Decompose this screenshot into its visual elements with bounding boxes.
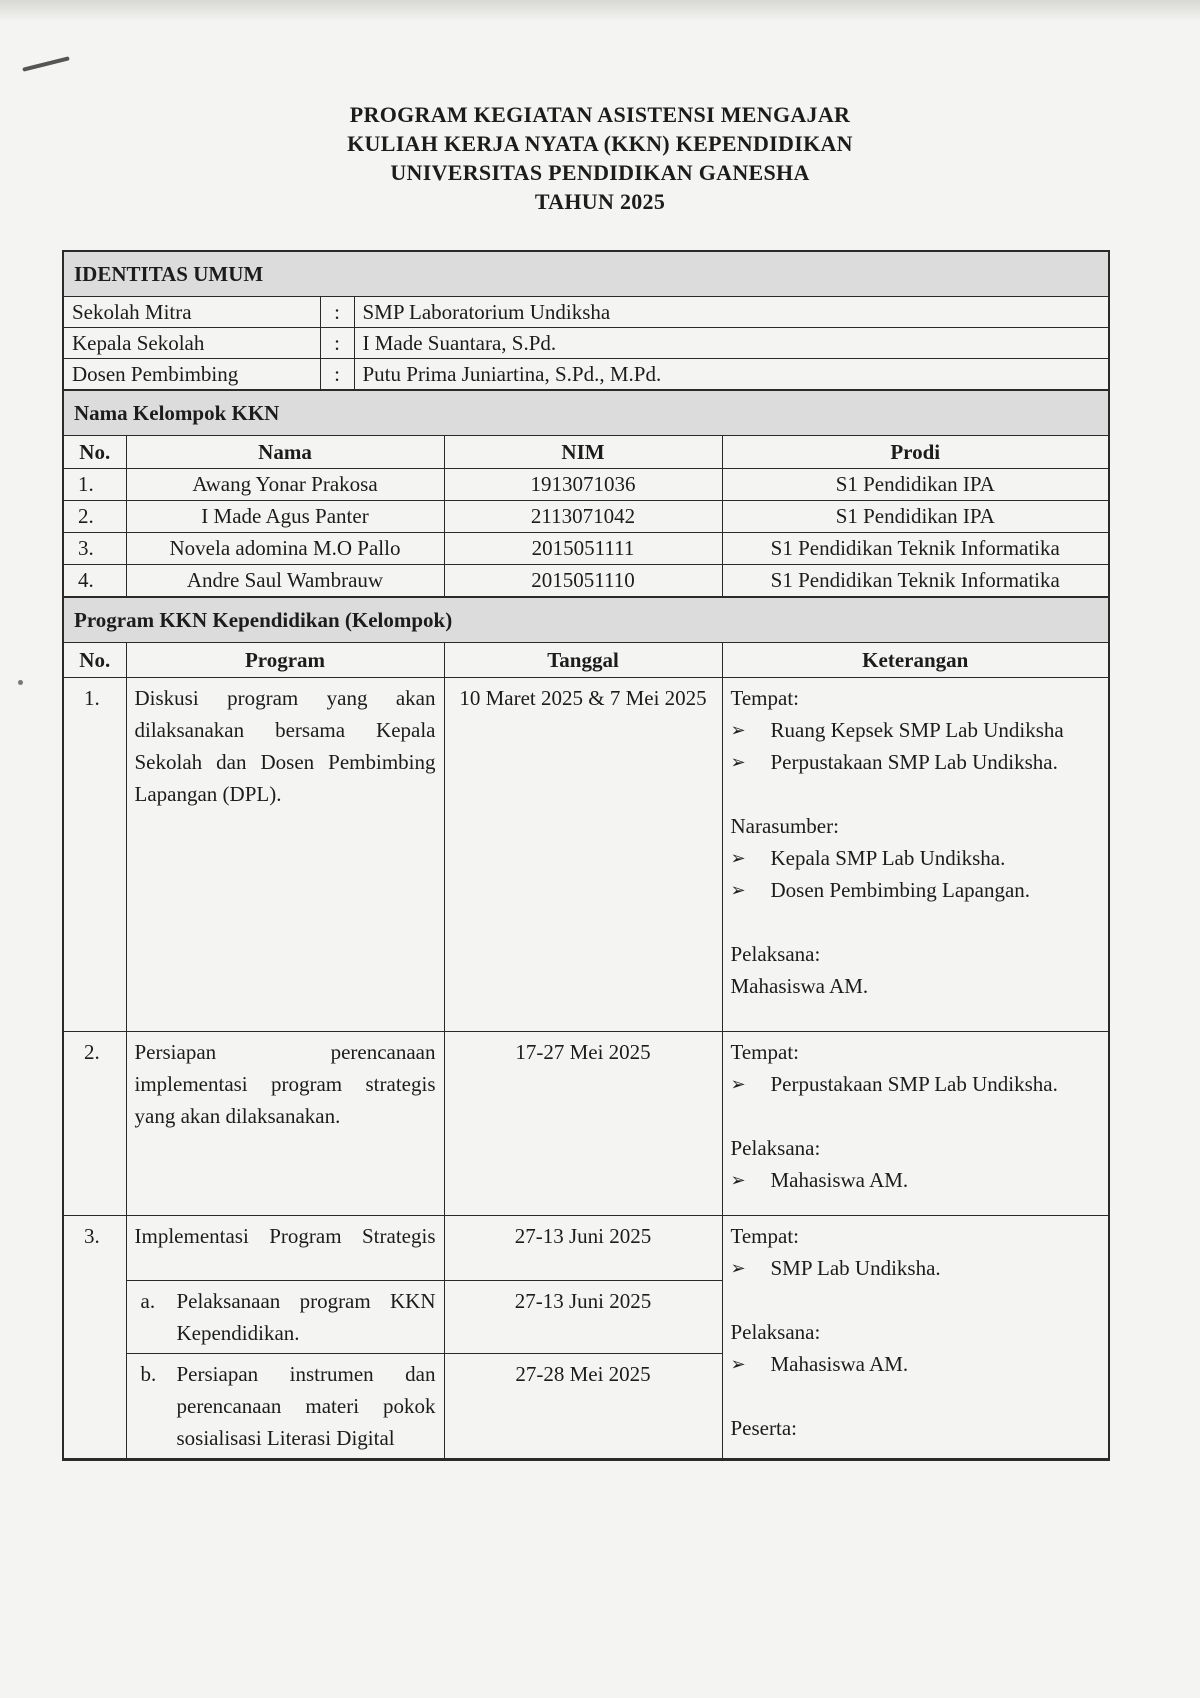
title-line-1: PROGRAM KEGIATAN ASISTENSI MENGAJAR <box>349 102 851 127</box>
spacer <box>731 1100 1101 1132</box>
col-prodi: Prodi <box>722 436 1108 469</box>
identity-row <box>64 359 1108 390</box>
program-text: Persiapan perencanaan implementasi program strategis yang akan dilaksanakan. <box>134 1040 436 1128</box>
pelaksana-text: Mahasiswa AM. <box>770 1168 909 1192</box>
tempat-text: Ruang Kepsek SMP Lab Undiksha <box>770 718 1064 742</box>
program-text: Implementasi Program Strategis <box>134 1224 436 1248</box>
program-row <box>64 678 1108 1032</box>
member-no: 4. <box>64 565 126 597</box>
program-date: 27-13 Juni 2025 <box>444 1216 722 1281</box>
identity-label: Dosen Pembimbing <box>64 359 320 390</box>
program-text: Diskusi program yang akan dilaksanakan bersama Kepala Sekolah dan Dosen Pembimbing Lapangan (DPL). <box>134 686 436 806</box>
program-row <box>64 1032 1108 1216</box>
identity-row <box>64 297 1108 328</box>
arrow-bullet-icon: ➢ <box>730 848 746 868</box>
sub-item <box>135 1358 436 1454</box>
member-name: Awang Yonar Prakosa <box>126 469 444 501</box>
identity-header: IDENTITAS UMUM <box>64 252 1108 297</box>
members-header-row <box>64 436 1108 469</box>
member-no: 2. <box>64 501 126 533</box>
identity-label: Sekolah Mitra <box>64 297 320 328</box>
program-sheet <box>62 250 1110 1461</box>
col-no: No. <box>64 643 126 678</box>
sub-date: 27-13 Juni 2025 <box>444 1281 722 1354</box>
col-keterangan: Keterangan <box>722 643 1108 678</box>
tempat-text: SMP Lab Undiksha. <box>770 1256 941 1280</box>
pen-mark <box>22 56 70 71</box>
col-nama: Nama <box>126 436 444 469</box>
col-nim: NIM <box>444 436 722 469</box>
member-row <box>64 501 1108 533</box>
member-row <box>64 469 1108 501</box>
tempat-label: Tempat: <box>730 686 800 710</box>
tempat-item <box>731 746 1101 778</box>
title-line-2: KULIAH KERJA NYATA (KKN) KEPENDIDIKAN <box>347 131 853 156</box>
program-cell <box>126 678 444 1032</box>
identity-row <box>64 328 1108 359</box>
pelaksana-text: Mahasiswa AM. <box>730 974 869 998</box>
member-name: I Made Agus Panter <box>126 501 444 533</box>
member-prodi: S1 Pendidikan Teknik Informatika <box>722 533 1108 565</box>
group-header: Nama Kelompok KKN <box>64 390 1108 436</box>
tempat-item <box>731 714 1101 746</box>
program-row <box>64 1216 1108 1281</box>
sub-letter: b. <box>140 1362 157 1386</box>
tempat-item <box>731 1252 1101 1284</box>
member-nim: 2015051111 <box>444 533 722 565</box>
sub-date: 27-28 Mei 2025 <box>444 1354 722 1459</box>
tempat-label: Tempat: <box>730 1040 800 1064</box>
arrow-bullet-icon: ➢ <box>730 1074 746 1094</box>
tempat-text: Perpustakaan SMP Lab Undiksha. <box>770 1072 1058 1096</box>
identity-colon: : <box>320 297 354 328</box>
tempat-label: Tempat: <box>730 1224 800 1248</box>
narasumber-item <box>731 842 1101 874</box>
arrow-bullet-icon: ➢ <box>730 720 746 740</box>
pelaksana-label: Pelaksana: <box>730 942 821 966</box>
identity-value: SMP Laboratorium Undiksha <box>354 297 1108 328</box>
sub-item <box>135 1285 436 1349</box>
member-no: 1. <box>64 469 126 501</box>
program-cell <box>126 1216 444 1281</box>
title-line-3: UNIVERSITAS PENDIDIKAN GANESHA <box>390 160 810 185</box>
tempat-text: Perpustakaan SMP Lab Undiksha. <box>770 750 1058 774</box>
arrow-bullet-icon: ➢ <box>730 752 746 772</box>
program-no: 3. <box>64 1216 126 1459</box>
program-sub-cell <box>126 1354 444 1459</box>
member-prodi: S1 Pendidikan Teknik Informatika <box>722 565 1108 597</box>
scan-top-shadow <box>0 0 1200 22</box>
arrow-bullet-icon: ➢ <box>730 1354 746 1374</box>
program-date: 17-27 Mei 2025 <box>444 1032 722 1216</box>
pelaksana-item <box>731 1348 1101 1380</box>
pelaksana-item <box>731 1164 1101 1196</box>
document-title <box>0 100 1200 216</box>
pelaksana-label: Pelaksana: <box>730 1136 821 1160</box>
title-line-4: TAHUN 2025 <box>534 189 666 214</box>
spacer <box>731 778 1101 810</box>
member-name: Andre Saul Wambrauw <box>126 565 444 597</box>
sub-text: Persiapan instrumen dan perencanaan materi pokok sosialisasi Literasi Digital <box>176 1362 436 1450</box>
member-prodi: S1 Pendidikan IPA <box>722 469 1108 501</box>
programs-table <box>64 643 1108 1459</box>
members-table <box>64 436 1108 597</box>
programs-header: Program KKN Kependidikan (Kelompok) <box>64 597 1108 643</box>
identity-colon: : <box>320 328 354 359</box>
tempat-item <box>731 1068 1101 1100</box>
program-notes <box>722 678 1108 1032</box>
identity-table <box>64 297 1108 390</box>
member-row <box>64 533 1108 565</box>
identity-label: Kepala Sekolah <box>64 328 320 359</box>
spacer <box>731 906 1101 938</box>
sub-text: Pelaksanaan program KKN Kependidikan. <box>176 1289 436 1345</box>
col-no: No. <box>64 436 126 469</box>
col-tanggal: Tanggal <box>444 643 722 678</box>
arrow-bullet-icon: ➢ <box>730 880 746 900</box>
member-no: 3. <box>64 533 126 565</box>
identity-value: Putu Prima Juniartina, S.Pd., M.Pd. <box>354 359 1108 390</box>
scan-dot <box>18 680 23 685</box>
member-name: Novela adomina M.O Pallo <box>126 533 444 565</box>
arrow-bullet-icon: ➢ <box>730 1170 746 1190</box>
pelaksana-label: Pelaksana: <box>730 1320 821 1344</box>
spacer <box>731 1380 1101 1412</box>
member-nim: 2113071042 <box>444 501 722 533</box>
program-no: 2. <box>64 1032 126 1216</box>
identity-value: I Made Suantara, S.Pd. <box>354 328 1108 359</box>
member-row <box>64 565 1108 597</box>
col-program: Program <box>126 643 444 678</box>
narasumber-text: Dosen Pembimbing Lapangan. <box>770 878 1031 902</box>
pelaksana-text: Mahasiswa AM. <box>770 1352 909 1376</box>
programs-header-row <box>64 643 1108 678</box>
identity-colon: : <box>320 359 354 390</box>
sub-letter: a. <box>140 1289 156 1313</box>
member-nim: 2015051110 <box>444 565 722 597</box>
arrow-bullet-icon: ➢ <box>730 1258 746 1278</box>
narasumber-label: Narasumber: <box>730 814 839 838</box>
program-notes <box>722 1032 1108 1216</box>
program-date: 10 Maret 2025 & 7 Mei 2025 <box>444 678 722 1032</box>
member-prodi: S1 Pendidikan IPA <box>722 501 1108 533</box>
narasumber-text: Kepala SMP Lab Undiksha. <box>770 846 1006 870</box>
peserta-label: Peserta: <box>730 1416 797 1440</box>
program-notes <box>722 1216 1108 1459</box>
program-no: 1. <box>64 678 126 1032</box>
member-nim: 1913071036 <box>444 469 722 501</box>
spacer <box>731 1284 1101 1316</box>
program-sub-cell <box>126 1281 444 1354</box>
program-cell <box>126 1032 444 1216</box>
narasumber-item <box>731 874 1101 906</box>
